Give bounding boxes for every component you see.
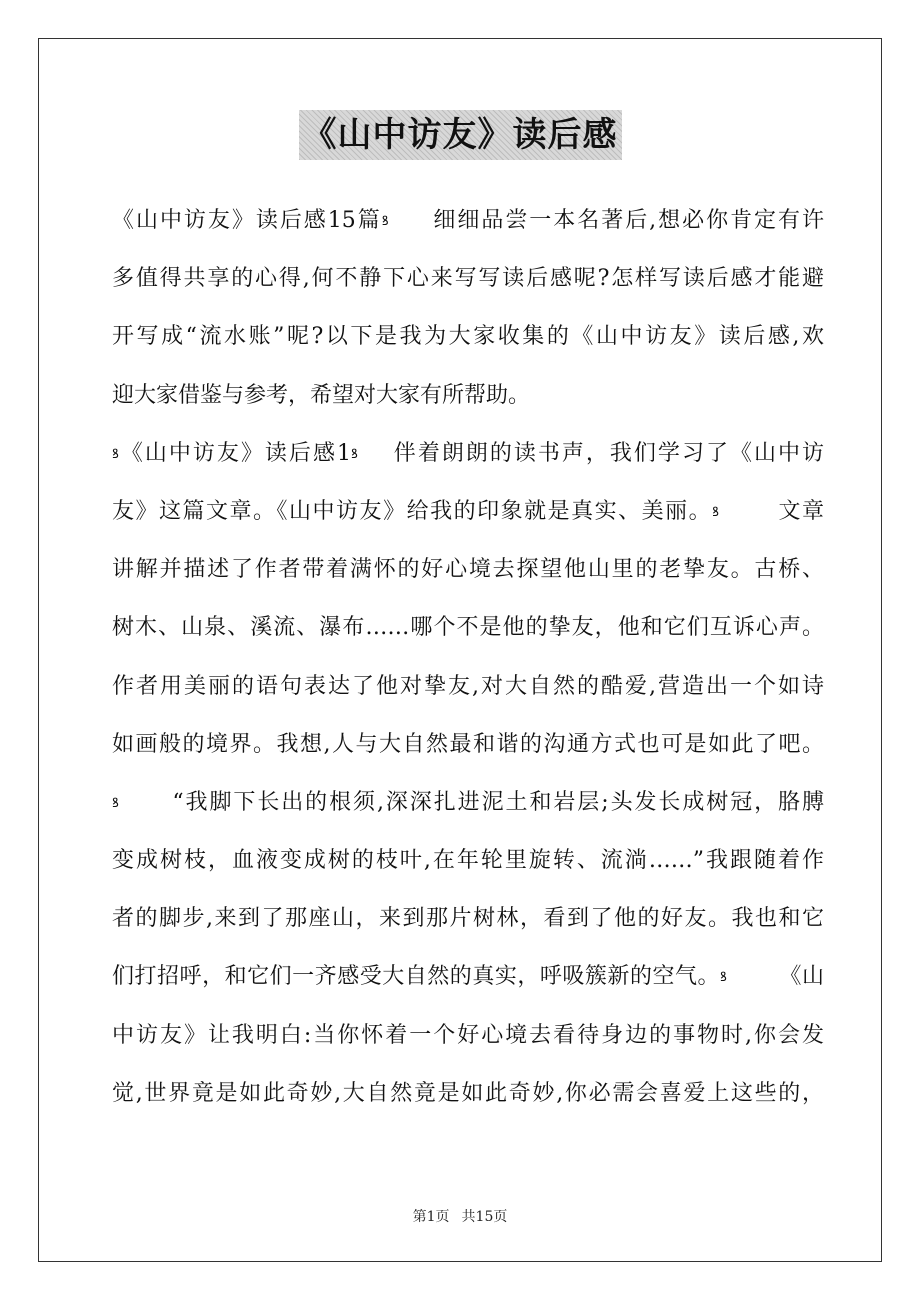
text-segment: 《山中访友》读后感15篇: [112, 208, 382, 233]
text-line: [112, 1065, 824, 1123]
text-segment: 作者用美丽的语句表达了他对挚友,对大自然的酷爱,营造出一个如诗: [112, 673, 824, 699]
text-segment: 细细品尝一本名著后,想必你肯定有许: [388, 208, 824, 233]
title-container: [0, 110, 920, 160]
text-line: [112, 658, 824, 716]
text-segment: 如画般的境界。我想,人与大自然最和谐的沟通方式也可是如此了吧。: [112, 731, 824, 757]
text-line: [112, 425, 824, 483]
paragraph-mark-icon: ꝸ: [112, 795, 119, 811]
text-segment: 迎大家借鉴与参考，希望对大家有所帮助。: [112, 382, 531, 408]
text-line: [112, 832, 824, 890]
paragraph-mark-icon: ꝸ: [381, 214, 389, 229]
text-line: [112, 1007, 824, 1065]
text-segment: 《山: [726, 964, 825, 990]
page-footer: [0, 1206, 920, 1226]
page-total: 共15页: [461, 1209, 508, 1225]
text-line: [112, 774, 824, 832]
paragraph-mark-icon: ꝸ: [112, 446, 119, 462]
text-segment: 变成树枝，血液变成树的枝叶,在年轮里旋转、流淌……”我跟随着作: [112, 848, 824, 874]
text-line: [112, 716, 824, 774]
text-line: [112, 192, 824, 250]
text-segment: 们打招呼，和它们一齐感受大自然的真实，呼吸簇新的空气。: [112, 964, 721, 990]
text-line: [112, 367, 824, 425]
text-segment: 开写成“流水账”呢?以下是我为大家收集的《山中访友》读后感,欢: [112, 324, 824, 350]
text-segment: 友》这篇文章。《山中访友》给我的印象就是真实、美丽。: [112, 498, 713, 524]
text-line: [112, 890, 824, 948]
paragraph-mark-icon: ꝸ: [720, 970, 727, 986]
text-segment: 讲解并描述了作者带着满怀的好心境去探望他山里的老挚友。古桥、: [112, 557, 824, 583]
page-number: 第1页: [412, 1209, 450, 1225]
text-line: [112, 483, 824, 541]
text-segment: 树木、山泉、溪流、瀑布……哪个不是他的挚友，他和它们互诉心声。: [112, 615, 824, 641]
text-line: [112, 948, 824, 1006]
text-line: [112, 250, 824, 308]
text-segment: 觉,世界竟是如此奇妙,大自然竟是如此奇妙,你必需会喜爱上这些的，: [112, 1080, 824, 1106]
text-segment: 多值得共享的心得,何不静下心来写写读后感呢?怎样写读后感才能避: [112, 266, 824, 292]
document-title: 《山中访友》读后感: [299, 110, 622, 160]
text-segment: 文章: [719, 498, 824, 524]
paragraph-mark-icon: ꝸ: [350, 446, 358, 462]
paragraph-mark-icon: ꝸ: [712, 504, 719, 520]
text-segment: “我脚下长出的根须,深深扎进泥土和岩层;头发长成树冠，胳膊: [118, 789, 824, 815]
text-segment: 伴着朗朗的读书声，我们学习了《山中访: [357, 440, 824, 466]
text-line: [112, 599, 824, 657]
text-segment: 中访友》让我明白:当你怀着一个好心境去看待身边的事物时,你会发: [112, 1022, 824, 1048]
text-line: [112, 308, 824, 366]
text-line: [112, 541, 824, 599]
text-segment: 者的脚步,来到了那座山，来到那片树林，看到了他的好友。我也和它: [112, 906, 824, 932]
body-text: [112, 192, 824, 1123]
text-segment: 《山中访友》读后感1: [118, 440, 351, 466]
